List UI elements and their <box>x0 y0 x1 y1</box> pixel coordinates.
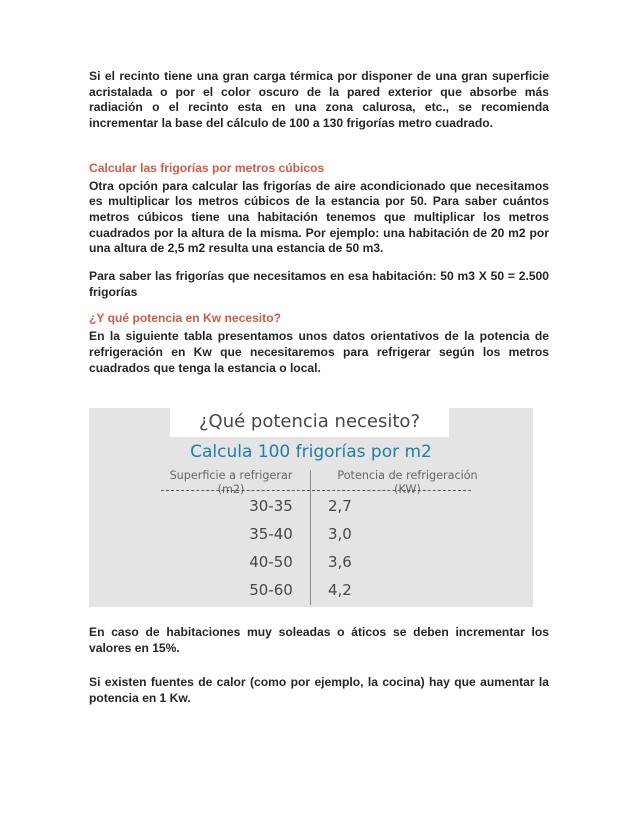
heading-cubic-meters: Calcular las frigorías por metros cúbicos <box>89 160 325 175</box>
document-body <box>89 69 549 376</box>
table-row <box>89 548 533 576</box>
area-cell: 50-60 <box>249 581 293 599</box>
table-row <box>89 520 533 548</box>
power-cell: 4,2 <box>328 581 352 599</box>
column-header-power: Potencia de refrigeración (KW) <box>337 469 478 496</box>
sunny-rooms-note: En caso de habitaciones muy soleadas o áticos se deben incrementar los valores en 15%. <box>89 625 549 655</box>
table-row <box>89 576 533 604</box>
cubic-meters-paragraph: Otra opción para calcular las frigorías de aire acondicionado que necesitamos es multiplicar los metros cúbicos de la estancia por 50. Para saber cuántos metros cúbicos tiene una habitación tenemos que multiplicar los metros cuadrados por la altura de la misma. Por ejemplo: una habitación de 20 m2 por una altura de 2,5 m2 resulta una estancia de 50 m3. <box>89 178 549 256</box>
header-dashed-divider <box>161 490 471 491</box>
power-cell: 2,7 <box>328 497 352 515</box>
heading-power-kw: ¿Y qué potencia en Kw necesito? <box>89 311 281 326</box>
power-cell: 3,0 <box>328 525 352 543</box>
table-row <box>89 492 533 520</box>
power-cell: 3,6 <box>328 553 352 571</box>
cubic-meters-example: Para saber las frigorías que necesitamos en esa habitación: 50 m3 X 50 = 2.500 frigorías <box>89 269 549 299</box>
column-header-area: Superficie a refrigerar (m2) <box>169 469 293 496</box>
area-cell: 35-40 <box>249 525 293 543</box>
notes-section <box>89 625 549 707</box>
power-kw-paragraph: En la siguiente tabla presentamos unos datos orientativos de la potencia de refrigeración en Kw que necesitaremos para refrigerar según los metros cuadrados que tenga la estancia o local. <box>89 329 549 375</box>
figure-subtitle: Calcula 100 frigorías por m2 <box>190 442 432 462</box>
heat-sources-note: Si existen fuentes de calor (como por ejemplo, la cocina) hay que aumentar la potencia en 1 Kw. <box>89 675 549 706</box>
power-table-figure <box>89 408 533 607</box>
area-cell: 30-35 <box>249 497 293 515</box>
table-body <box>89 492 533 604</box>
figure-title-box <box>170 408 449 437</box>
intro-paragraph: Si el recinto tiene una gran carga térmica por disponer de una gran superficie acristalada o por el color oscuro de la pared exterior que absorbe más radiación o el recinto esta en una zona calurosa, etc., se recomienda incrementar la base del cálculo de 100 a 130 frigorías metro cuadrado. <box>89 69 549 131</box>
figure-title: ¿Qué potencia necesito? <box>198 411 420 432</box>
area-cell: 40-50 <box>249 553 293 571</box>
